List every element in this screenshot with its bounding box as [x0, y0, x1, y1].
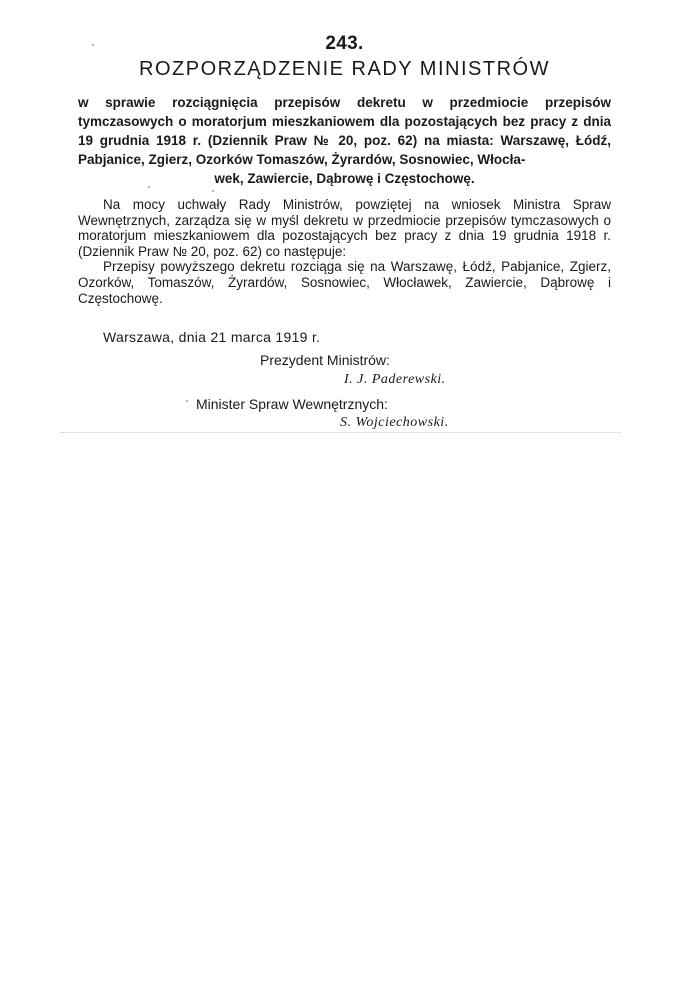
document-body: [78, 197, 611, 306]
signature-role-prime-minister: Prezydent Ministrów:: [260, 352, 390, 368]
scan-speck: [186, 400, 188, 402]
body-paragraph: Na mocy uchwały Rady Ministrów, powziętej na wniosek Ministra Spraw Wewnętrznych, zarządza się w myśl dekretu w przedmiocie przepisów tymczasowych o moratorjum mieszkaniowem dla pozostających bez pracy z dnia 19 grudnia 1918 r. (Dziennik Praw № 20, poz. 62) co następuje:: [78, 197, 611, 259]
subject-last-line: wek, Zawiercie, Dąbrowę i Częstochowę.: [214, 171, 475, 186]
scan-speck: [212, 190, 214, 192]
scan-speck: [148, 186, 150, 188]
document-title: ROZPORZĄDZENIE RADY MINISTRÓW: [139, 58, 550, 80]
signature-name-prime-minister: I. J. Paderewski.: [344, 372, 446, 387]
scan-artifact-line: [60, 432, 620, 437]
signature-name-interior-minister: S. Wojciechowski.: [340, 415, 449, 430]
date-line: Warszawa, dnia 21 marca 1919 r.: [103, 329, 321, 345]
body-paragraph: Przepisy powyższego dekretu rozciąga się na Warszawę, Łódź, Pabjanice, Zgierz, Ozorków, Tomaszów, Żyrardów, Sosnowiec, Włocławek, Zawiercie, Dąbrowę i Częstochowę.: [78, 259, 611, 306]
document-subject: [78, 93, 611, 188]
subject-text: w sprawie rozciągnięcia przepisów dekretu w przedmiocie przepisów tymczasowych o moratorjum mieszkaniowem dla pozostających bez pracy z dnia 19 grudnia 1918 r. (Dziennik Praw № 20, poz. 62) na miasta: Warszawę, Łódź, Pabjanice, Zgierz, Ozorków Tomaszów, Żyrardów, Sosnowiec, Włocła-: [78, 95, 611, 167]
document-number: 243.: [325, 33, 364, 54]
scan-speck: [92, 44, 94, 46]
signature-role-interior-minister: Minister Spraw Wewnętrznych:: [196, 396, 388, 412]
